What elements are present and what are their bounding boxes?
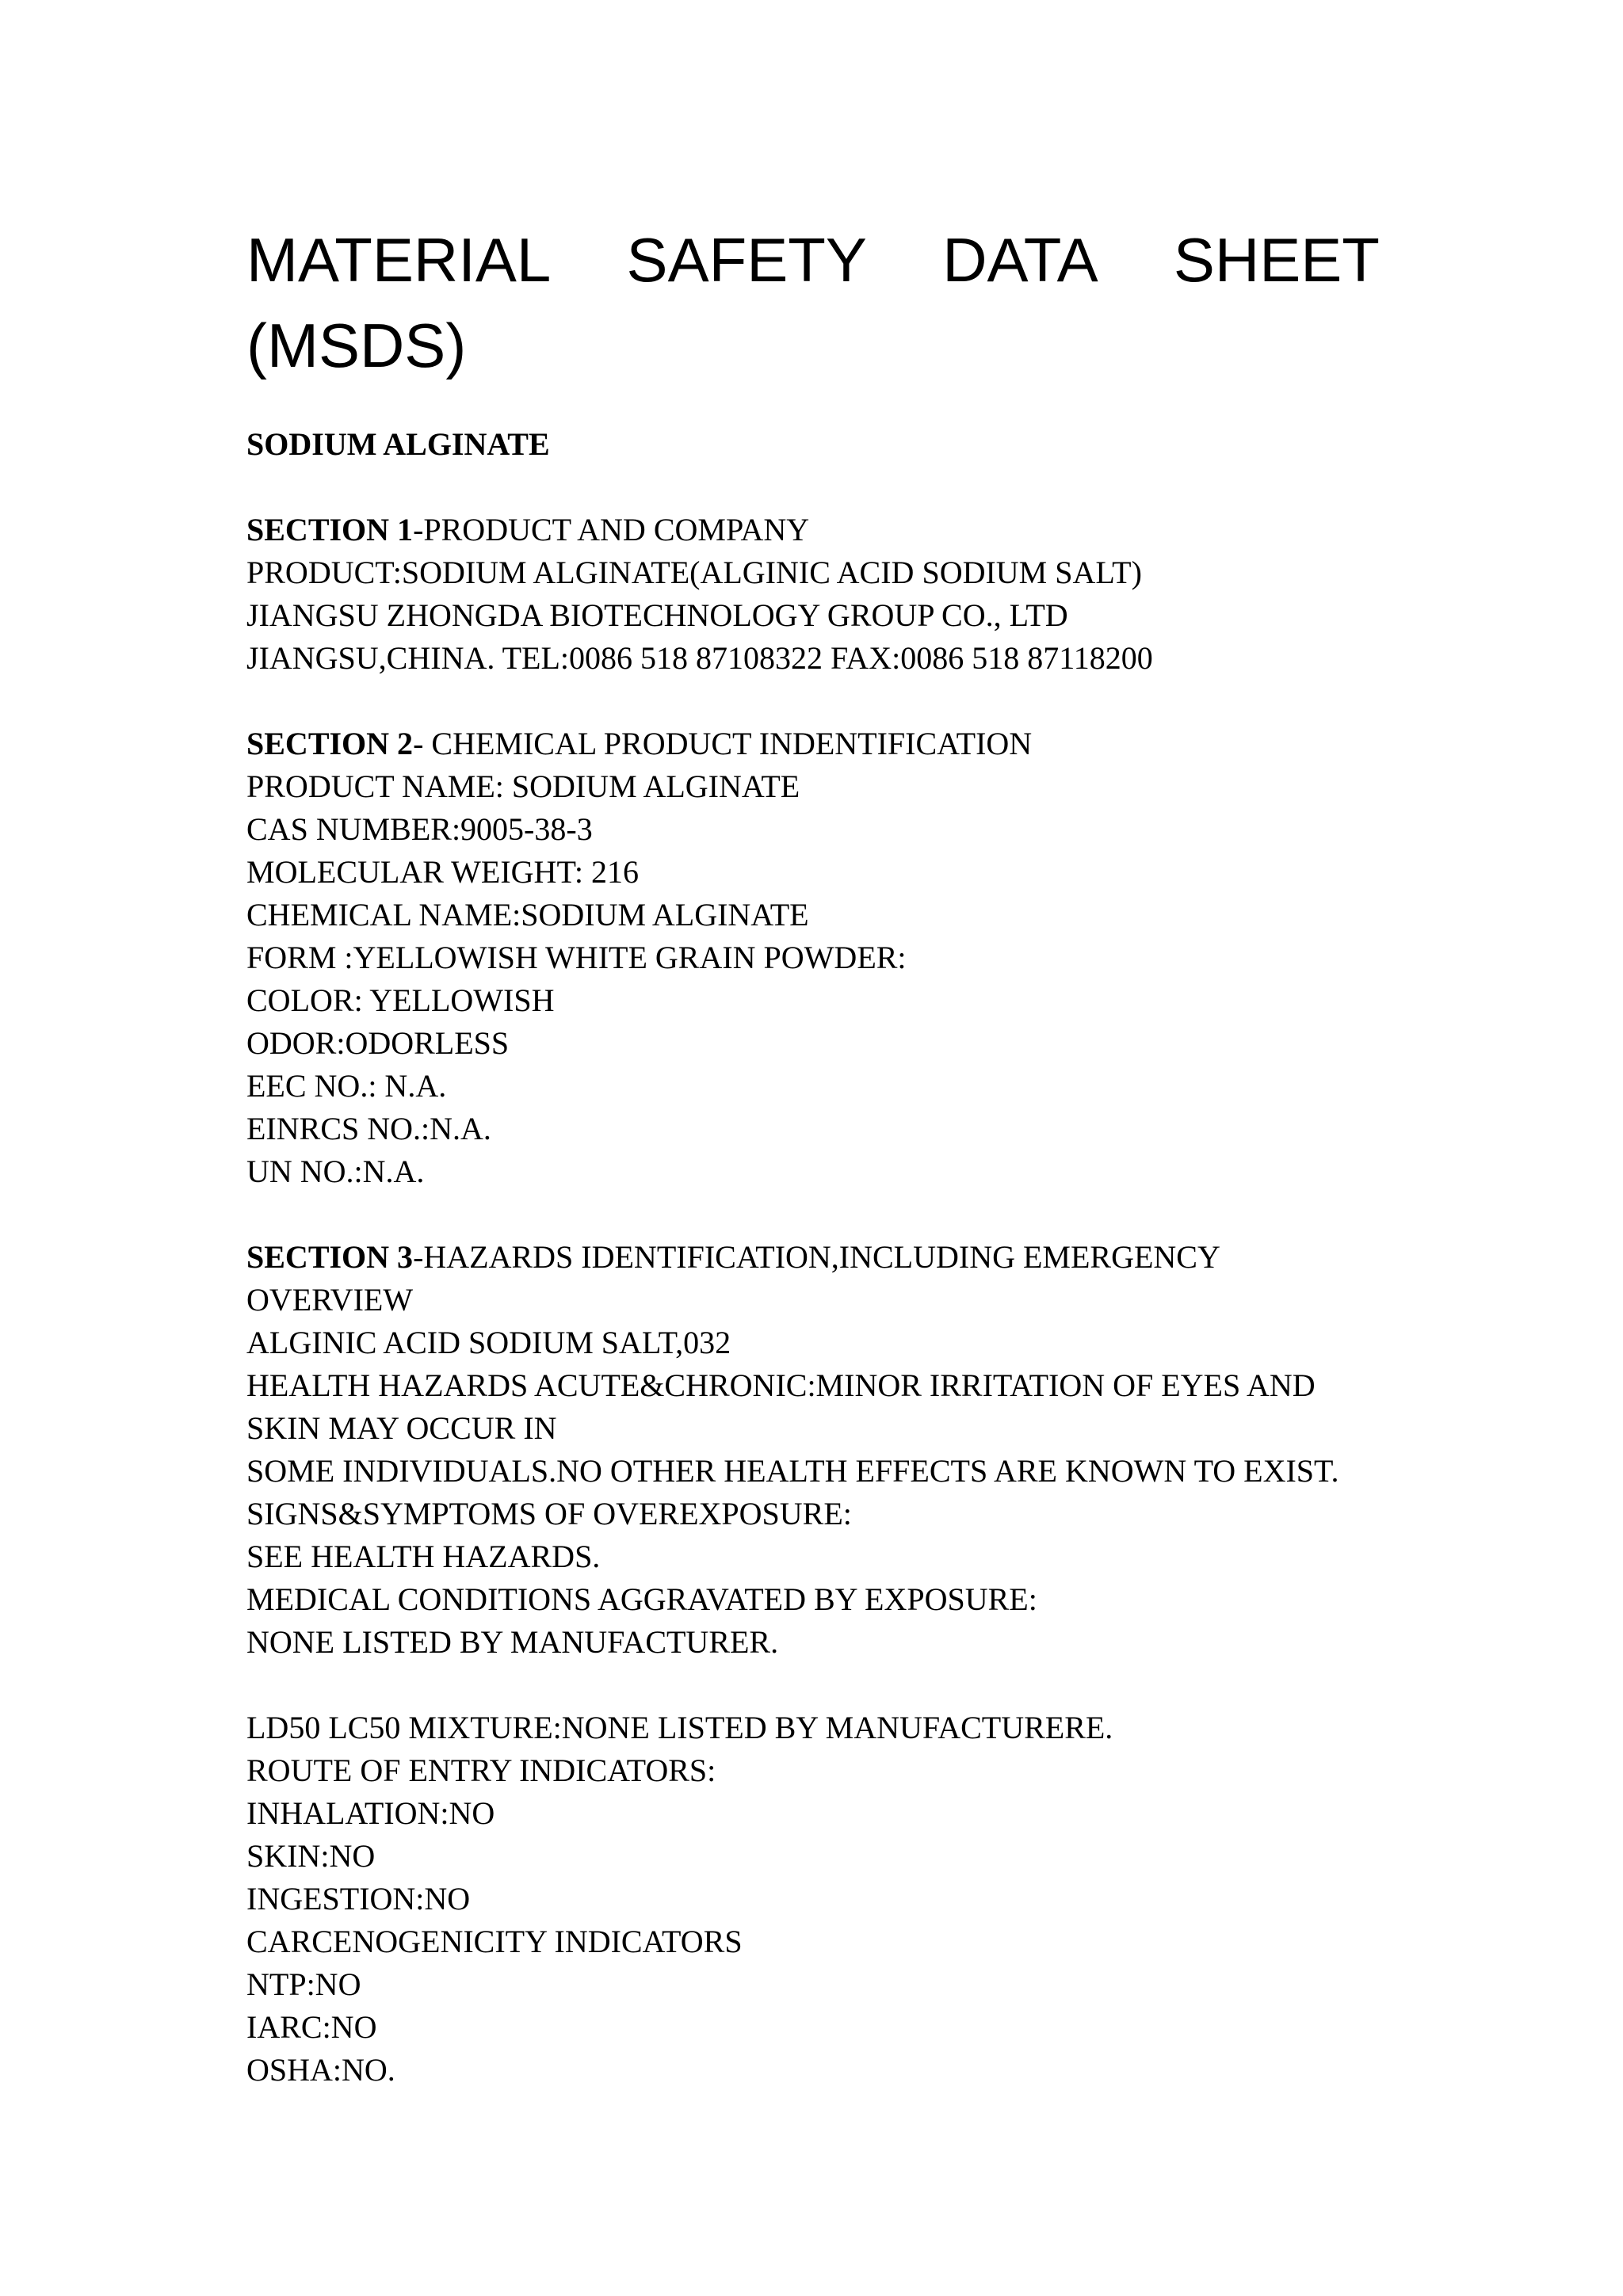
text-line: NONE LISTED BY MANUFACTURER. bbox=[246, 1624, 779, 1660]
section-heading bbox=[246, 1236, 1380, 1279]
text-line: INHALATION:NO bbox=[246, 1795, 495, 1831]
text-line: JIANGSU,CHINA. TEL:0086 518 87108322 FAX:0086 518 87118200 bbox=[246, 640, 1153, 676]
text-line: PRODUCT:SODIUM ALGINATE(ALGINIC ACID SODIUM SALT) bbox=[246, 555, 1142, 590]
text-line: EINRCS NO.:N.A. bbox=[246, 1111, 491, 1146]
text-line: OVERVIEW bbox=[246, 1282, 414, 1318]
section-title: -PRODUCT AND COMPANY bbox=[413, 512, 810, 547]
text-line: SOME INDIVIDUALS.NO OTHER HEALTH EFFECTS ARE KNOWN TO EXIST. bbox=[246, 1453, 1339, 1489]
text-line: SIGNS&SYMPTOMS OF OVEREXPOSURE: bbox=[246, 1496, 852, 1531]
text-line: SKIN MAY OCCUR IN bbox=[246, 1410, 557, 1446]
title-line-1 bbox=[246, 217, 1380, 303]
text-line: UN NO.:N.A. bbox=[246, 1154, 425, 1189]
text-line: ODOR:ODORLESS bbox=[246, 1025, 510, 1061]
text-line: EEC NO.: N.A. bbox=[246, 1068, 447, 1104]
title-word: SAFETY bbox=[626, 225, 867, 295]
text-line: INGESTION:NO bbox=[246, 1881, 471, 1917]
title-word: MATERIAL bbox=[246, 225, 552, 295]
text-line: ROUTE OF ENTRY INDICATORS: bbox=[246, 1753, 716, 1788]
text-line: CARCENOGENICITY INDICATORS bbox=[246, 1924, 743, 1959]
section-title: - CHEMICAL PRODUCT INDENTIFICATION bbox=[413, 726, 1033, 761]
section-label: SECTION 3 bbox=[246, 1239, 414, 1275]
text-line: OSHA:NO. bbox=[246, 2052, 395, 2088]
text-line: HEALTH HAZARDS ACUTE&CHRONIC:MINOR IRRITATION OF EYES AND bbox=[246, 1367, 1316, 1403]
section-1 bbox=[246, 509, 1380, 680]
text-line: IARC:NO bbox=[246, 2009, 377, 2045]
document-title bbox=[246, 217, 1380, 388]
title-word: SHEET bbox=[1173, 225, 1380, 295]
text-line: JIANGSU ZHONGDA BIOTECHNOLOGY GROUP CO., LTD bbox=[246, 597, 1068, 633]
title-line-2: (MSDS) bbox=[246, 311, 467, 380]
section-label: SECTION 1 bbox=[246, 512, 414, 547]
text-line: MEDICAL CONDITIONS AGGRAVATED BY EXPOSURE: bbox=[246, 1581, 1037, 1617]
text-line: NTP:NO bbox=[246, 1966, 361, 2002]
text-line: CHEMICAL NAME:SODIUM ALGINATE bbox=[246, 897, 809, 933]
section-heading bbox=[246, 723, 1380, 765]
document-body bbox=[246, 509, 1380, 2092]
text-line: COLOR: YELLOWISH bbox=[246, 982, 555, 1018]
text-line: CAS NUMBER:9005-38-3 bbox=[246, 811, 593, 847]
text-line: PRODUCT NAME: SODIUM ALGINATE bbox=[246, 769, 800, 804]
document-content bbox=[246, 217, 1380, 2092]
text-line: SEE HEALTH HAZARDS. bbox=[246, 1539, 601, 1574]
text-line: LD50 LC50 MIXTURE:NONE LISTED BY MANUFACTURERE. bbox=[246, 1710, 1113, 1745]
title-word: DATA bbox=[942, 225, 1098, 295]
text-line: FORM :YELLOWISH WHITE GRAIN POWDER: bbox=[246, 940, 907, 975]
product-heading: SODIUM ALGINATE bbox=[246, 426, 550, 462]
section-title: -HAZARDS IDENTIFICATION,INCLUDING EMERGENCY bbox=[413, 1239, 1220, 1275]
text-line: ALGINIC ACID SODIUM SALT,032 bbox=[246, 1325, 731, 1360]
section-2 bbox=[246, 723, 1380, 1193]
section-label: SECTION 2 bbox=[246, 726, 414, 761]
text-line: MOLECULAR WEIGHT: 216 bbox=[246, 854, 639, 890]
section-3 bbox=[246, 1236, 1380, 1664]
text-line: SKIN:NO bbox=[246, 1838, 376, 1874]
section-heading bbox=[246, 509, 1380, 551]
toxicity-block bbox=[246, 1707, 1380, 2092]
